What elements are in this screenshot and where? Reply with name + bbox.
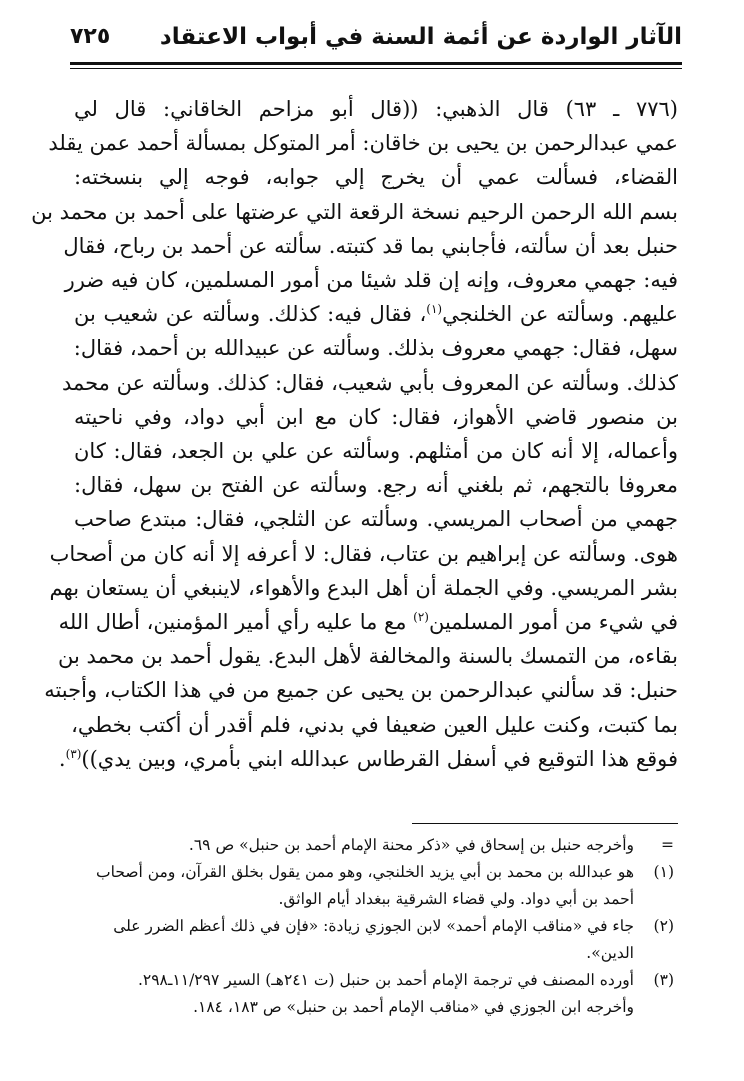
footnote-ref: (١) [426,302,443,317]
main-text [31,92,678,776]
footnote-separator [412,823,678,824]
text-line: حنبل: قد سألني عبدالرحمن بن يحيى عن جميع من في هذا الكتاب، وأجبته [44,678,678,703]
running-title: الآثار الواردة عن أئمة السنة في أبواب الاعتقاد [159,24,682,50]
text-line: كذلك. وسألته عن المعروف بأبي شعيب، فقال: كذلك. وسألته عن محمد [61,370,678,395]
text-line: معروفا بالتجهم، ثم بلغني أنه رجع. وسألته عن الفتح بن سهل، فقال: [74,473,678,498]
footnote-line: جاء في «مناقب الإمام أحمد» لابن الجوزي زيادة: «فإن في ذلك أعظم الضرر على [113,917,634,935]
header-rule-thin [70,68,682,69]
footnote-line: هو عبدالله بن محمد بن أبي يزيد الخلنجي، وهو ممن يقول بخلق القرآن، ومن أصحاب [96,863,634,881]
text-segment: ، فقال فيه: كذلك. وسألته عن شعيب بن [74,302,427,327]
text-line: حنبل بعد أن سألته، فأجابني بما قد كتبته. سألته عن أحمد بن رباح، فقال [63,233,678,258]
footnote-marker: (٣) [653,971,674,989]
footnote-ref: (٢) [413,610,429,625]
footnotes [74,832,674,1021]
footnote-line: أحمد بن أبي دواد. ولي قضاء الشرقية ببغداد أيام الواثق. [278,890,634,908]
footnote-line: وأخرجه ابن الجوزي في «مناقب الإمام أحمد بن حنبل» ص ١٨٣، ١٨٤. [193,998,634,1016]
page-header [70,18,682,60]
text-line: فيه: جهمي معروف، وإنه إن قلد شيئا من أمور المسلمين، كان فيه ضرر [64,268,678,293]
page-number: ٧٢٥ [70,24,111,49]
footnote-line: وأخرجه حنبل بن إسحاق في «ذكر محنة الإمام أحمد بن حنبل» ص ٦٩. [188,836,634,854]
footnote-2 [74,913,674,967]
footnote-marker: = [661,836,674,854]
footnote-marker: (١) [653,863,674,881]
footnote-continuation [74,832,674,859]
footnote-line: الدين». [586,944,634,962]
text-line-with-ref [74,297,678,331]
text-line: سهل، فقال: جهمي معروف بذلك. وسألته عن عبيدالله بن أحمد، فقال: [73,336,678,361]
footnote-ref: (٣) [65,746,82,761]
text-line: عمي عبدالرحمن بن يحيى بن خاقان: أمر المتوكل بمسألة أحمد عمن يقلد [48,131,678,156]
text-line: وأعماله، إلا أنه كان من أمثلهم. وسألته عن علي بن الجعد، فقال: كان [74,439,678,464]
footnote-3 [74,967,674,1021]
text-segment: في شيء من أمور المسلمين [428,610,678,635]
text-line: بما كتبت، وكنت عليل العين ضعيفا في بدني، فلم أقدر أن أكتب بخطي، [71,712,678,737]
text-line: بن منصور قاضي الأهواز، فقال: كان مع ابن أبي دواد، وفي ناحيته [74,404,678,429]
text-line: هوى. وسألته عن إبراهيم بن عتاب، فقال: لا أعرفه إلا أنه كان من أصحاب [49,541,678,566]
text-line: (٧٧٦ ـ ٦٣) قال الذهبي: ((قال أبو مزاحم الخاقاني: قال لي [74,97,678,121]
footnote-marker: (٢) [653,917,674,935]
text-line: بشر المريسي. وفي الجملة أن أهل البدع والأهواء، لاينبغي أن يستعان بهم [49,575,678,600]
text-line-with-ref [58,605,678,639]
footnote-1 [74,859,674,913]
footnote-line: أورده المصنف في ترجمة الإمام أحمد بن حنبل (ت ٢٤١هـ) السير ١١/٢٩٧ـ٢٩٨. [137,971,634,989]
text-segment: . [58,746,66,771]
text-segment: مع ما عليه رأي أمير المؤمنين، أطال الله [58,610,414,635]
text-line: جهمي من أصحاب المريسي. وسألته عن الثلجي، فقال: مبتدع صاحب [74,507,678,532]
header-rule-thick [70,62,682,65]
text-line: القضاء، فسألت عمي أن يخرج إلي جوابه، فوجه إلي بنسخته: [74,165,678,190]
text-segment: عليهم. وسألته عن الخلنجي [442,302,678,327]
text-line: بسم الله الرحمن الرحيم نسخة الرقعة التي عرضتها على أحمد بن محمد بن [31,199,678,224]
text-line: بقاءه، من التمسك بالسنة والمخالفة لأهل البدع. يقول أحمد بن محمد بن [58,644,678,669]
text-segment: فوقع هذا التوقيع في أسفل القرطاس عبدالله ابني بأمري، وبين يدي)) [81,746,678,771]
text-line-with-ref [58,742,678,776]
